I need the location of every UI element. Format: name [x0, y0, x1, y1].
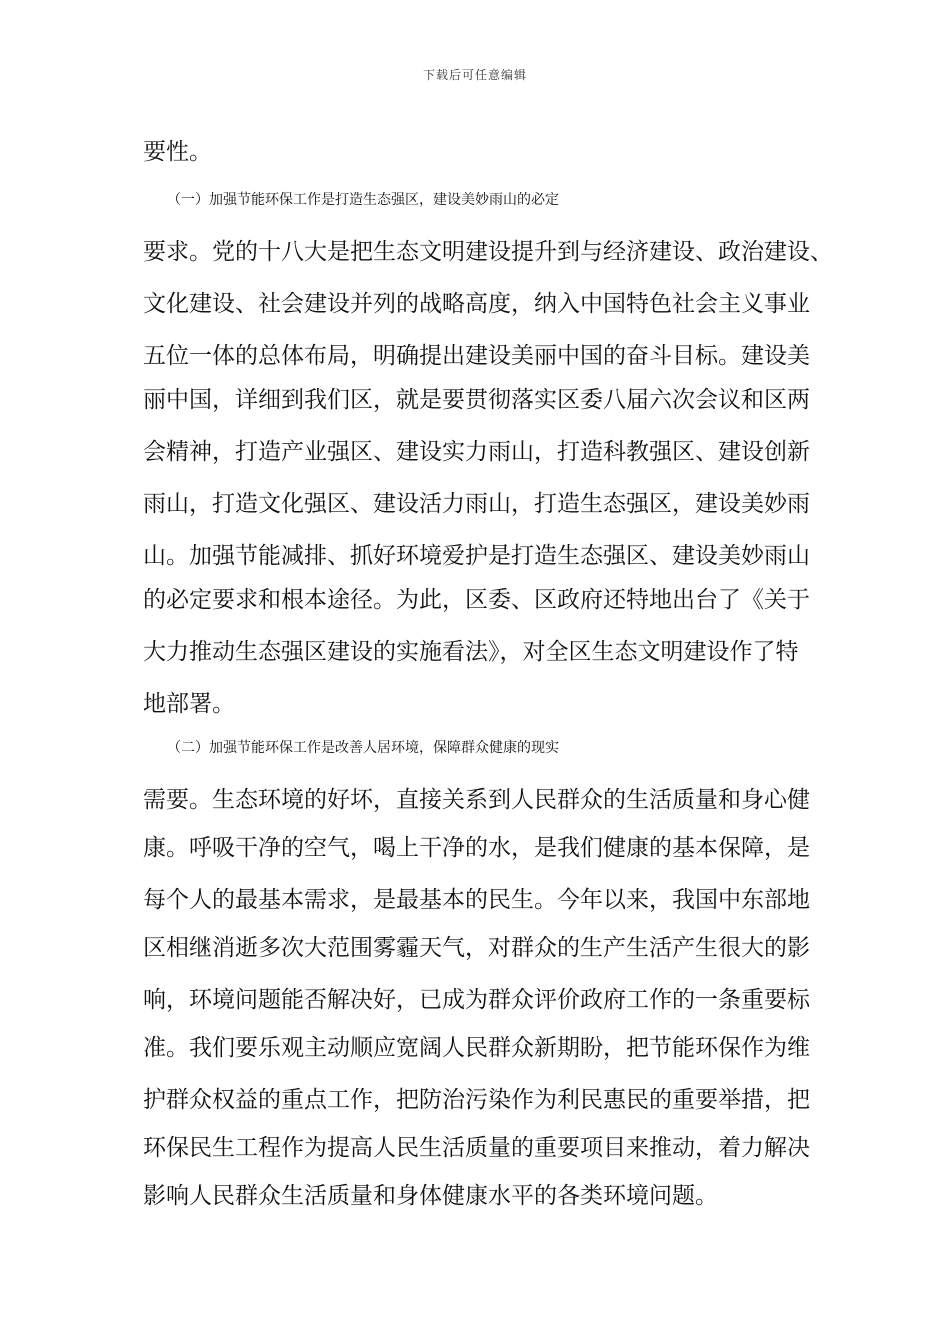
text-line: 的必定要求和根本途径。为此，区委、区政府还特地出台了《关于: [143, 587, 810, 613]
text-line: 大力推动生态强区建设的实施看法》，对全区生态文明建设作了特: [143, 639, 799, 665]
page-header: 下载后可任意编辑: [422, 68, 527, 82]
text-line: 影响人民群众生活质量和身体健康水平的各类环境问题。: [143, 1183, 718, 1209]
text-line: 地部署。: [143, 691, 235, 717]
text-line: 响，环境问题能否解决好，已成为群众评价政府工作的一条重要标: [143, 987, 810, 1013]
text-line: 护群众权益的重点工作，把防治污染作为利民惠民的重要举措，把: [143, 1087, 810, 1113]
text-line: 需要。生态环境的好坏，直接关系到人民群众的生活质量和身心健: [143, 787, 810, 813]
text-line: 五位一体的总体布局，明确提出建设美丽中国的奋斗目标。建设美: [143, 343, 810, 369]
text-line: 康。呼吸干净的空气，喝上干净的水，是我们健康的基本保障，是: [143, 835, 810, 861]
paragraph-heading-line: （二）加强节能环保工作是改善人居环境，保障群众健康的现实: [167, 740, 559, 756]
text-line: 准。我们要乐观主动顺应宽阔人民群众新期盼，把节能环保作为维: [143, 1035, 810, 1061]
text-line: 山。加强节能减排、抓好环境爱护是打造生态强区、建设美妙雨山: [143, 543, 810, 569]
text-line: 丽中国，详细到我们区，就是要贯彻落实区委八届六次会议和区两: [143, 387, 810, 413]
text-line: 环保民生工程作为提高人民生活质量的重要项目来推动，着力解决: [143, 1135, 810, 1161]
text-line: 区相继消逝多次大范围雾霾天气，对群众的生产生活产生很大的影: [143, 935, 810, 961]
text-line: 会精神，打造产业强区、建设实力雨山，打造科教强区、建设创新: [143, 439, 810, 465]
text-line: 要求。党的十八大是把生态文明建设提升到与经济建设、政治建设、: [143, 239, 833, 265]
text-line: 文化建设、社会建设并列的战略高度，纳入中国特色社会主义事业: [143, 291, 810, 317]
text-line: 每个人的最基本需求，是最基本的民生。今年以来，我国中东部地: [143, 887, 810, 913]
text-line: 要性。: [143, 139, 212, 165]
text-line: 雨山，打造文化强区、建设活力雨山，打造生态强区，建设美妙雨: [143, 491, 810, 517]
paragraph-heading-line: （一）加强节能环保工作是打造生态强区，建设美妙雨山的必定: [167, 192, 559, 208]
